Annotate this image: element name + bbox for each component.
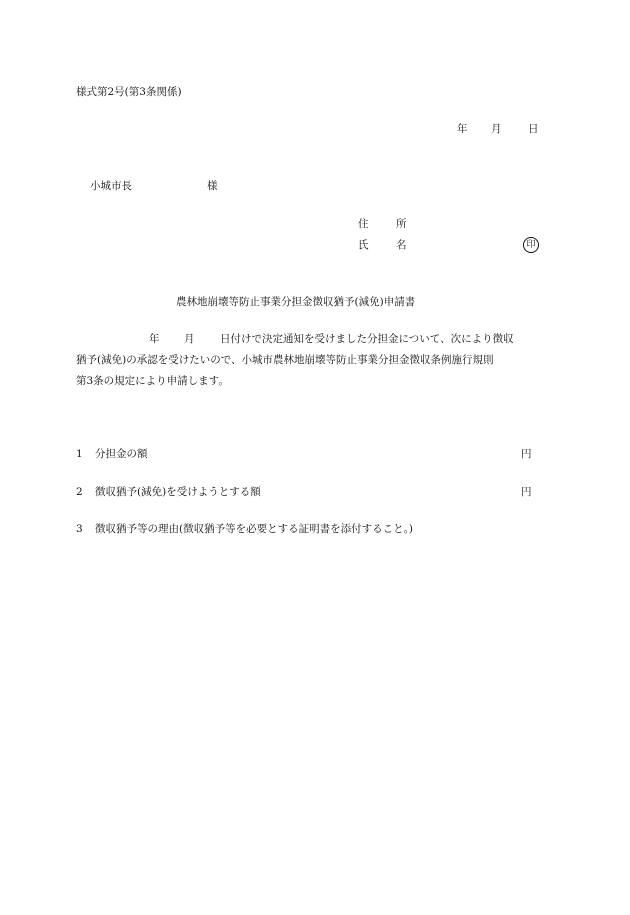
name-label-char-1: 氏	[358, 239, 369, 251]
item-label: 分担金の額	[95, 448, 148, 460]
seal-mark: 印	[523, 237, 539, 253]
date-month-label: 月	[491, 123, 502, 135]
address-label-char-1: 住	[358, 218, 369, 230]
form-number-label: 様式第2号(第3条関係)	[76, 86, 182, 98]
addressee-honorific: 様	[207, 180, 218, 192]
item-label: 徴収猶予等の理由(徴収猶予等を必要とする証明書を添付すること。)	[95, 523, 413, 535]
date-day-label: 日	[528, 123, 539, 135]
body-line-2: 猶予(減免)の承認を受けたいので、小城市農林地崩壊等防止事業分担金徴収条例施行規則	[76, 354, 494, 366]
item-number: 3	[76, 523, 83, 535]
body-line-1: 日付けで決定通知を受けました分担金について、次により徴収	[220, 333, 514, 345]
body-year-label: 年	[149, 333, 160, 345]
body-month-label: 月	[184, 333, 195, 345]
item-number: 1	[76, 448, 83, 460]
date-year-label: 年	[457, 123, 468, 135]
addressee-name: 小城市長	[90, 180, 132, 192]
document-title: 農林地崩壊等防止事業分担金徴収猶予(減免)申請書	[176, 296, 416, 308]
name-label-char-2: 名	[396, 239, 407, 251]
item-label: 徴収猶予(減免)を受けようとする額	[95, 486, 261, 498]
address-label-char-2: 所	[396, 218, 407, 230]
item-unit: 円	[521, 486, 532, 498]
body-line-3: 第3条の規定により申請します。	[76, 375, 229, 387]
item-number: 2	[76, 486, 83, 498]
item-unit: 円	[521, 448, 532, 460]
